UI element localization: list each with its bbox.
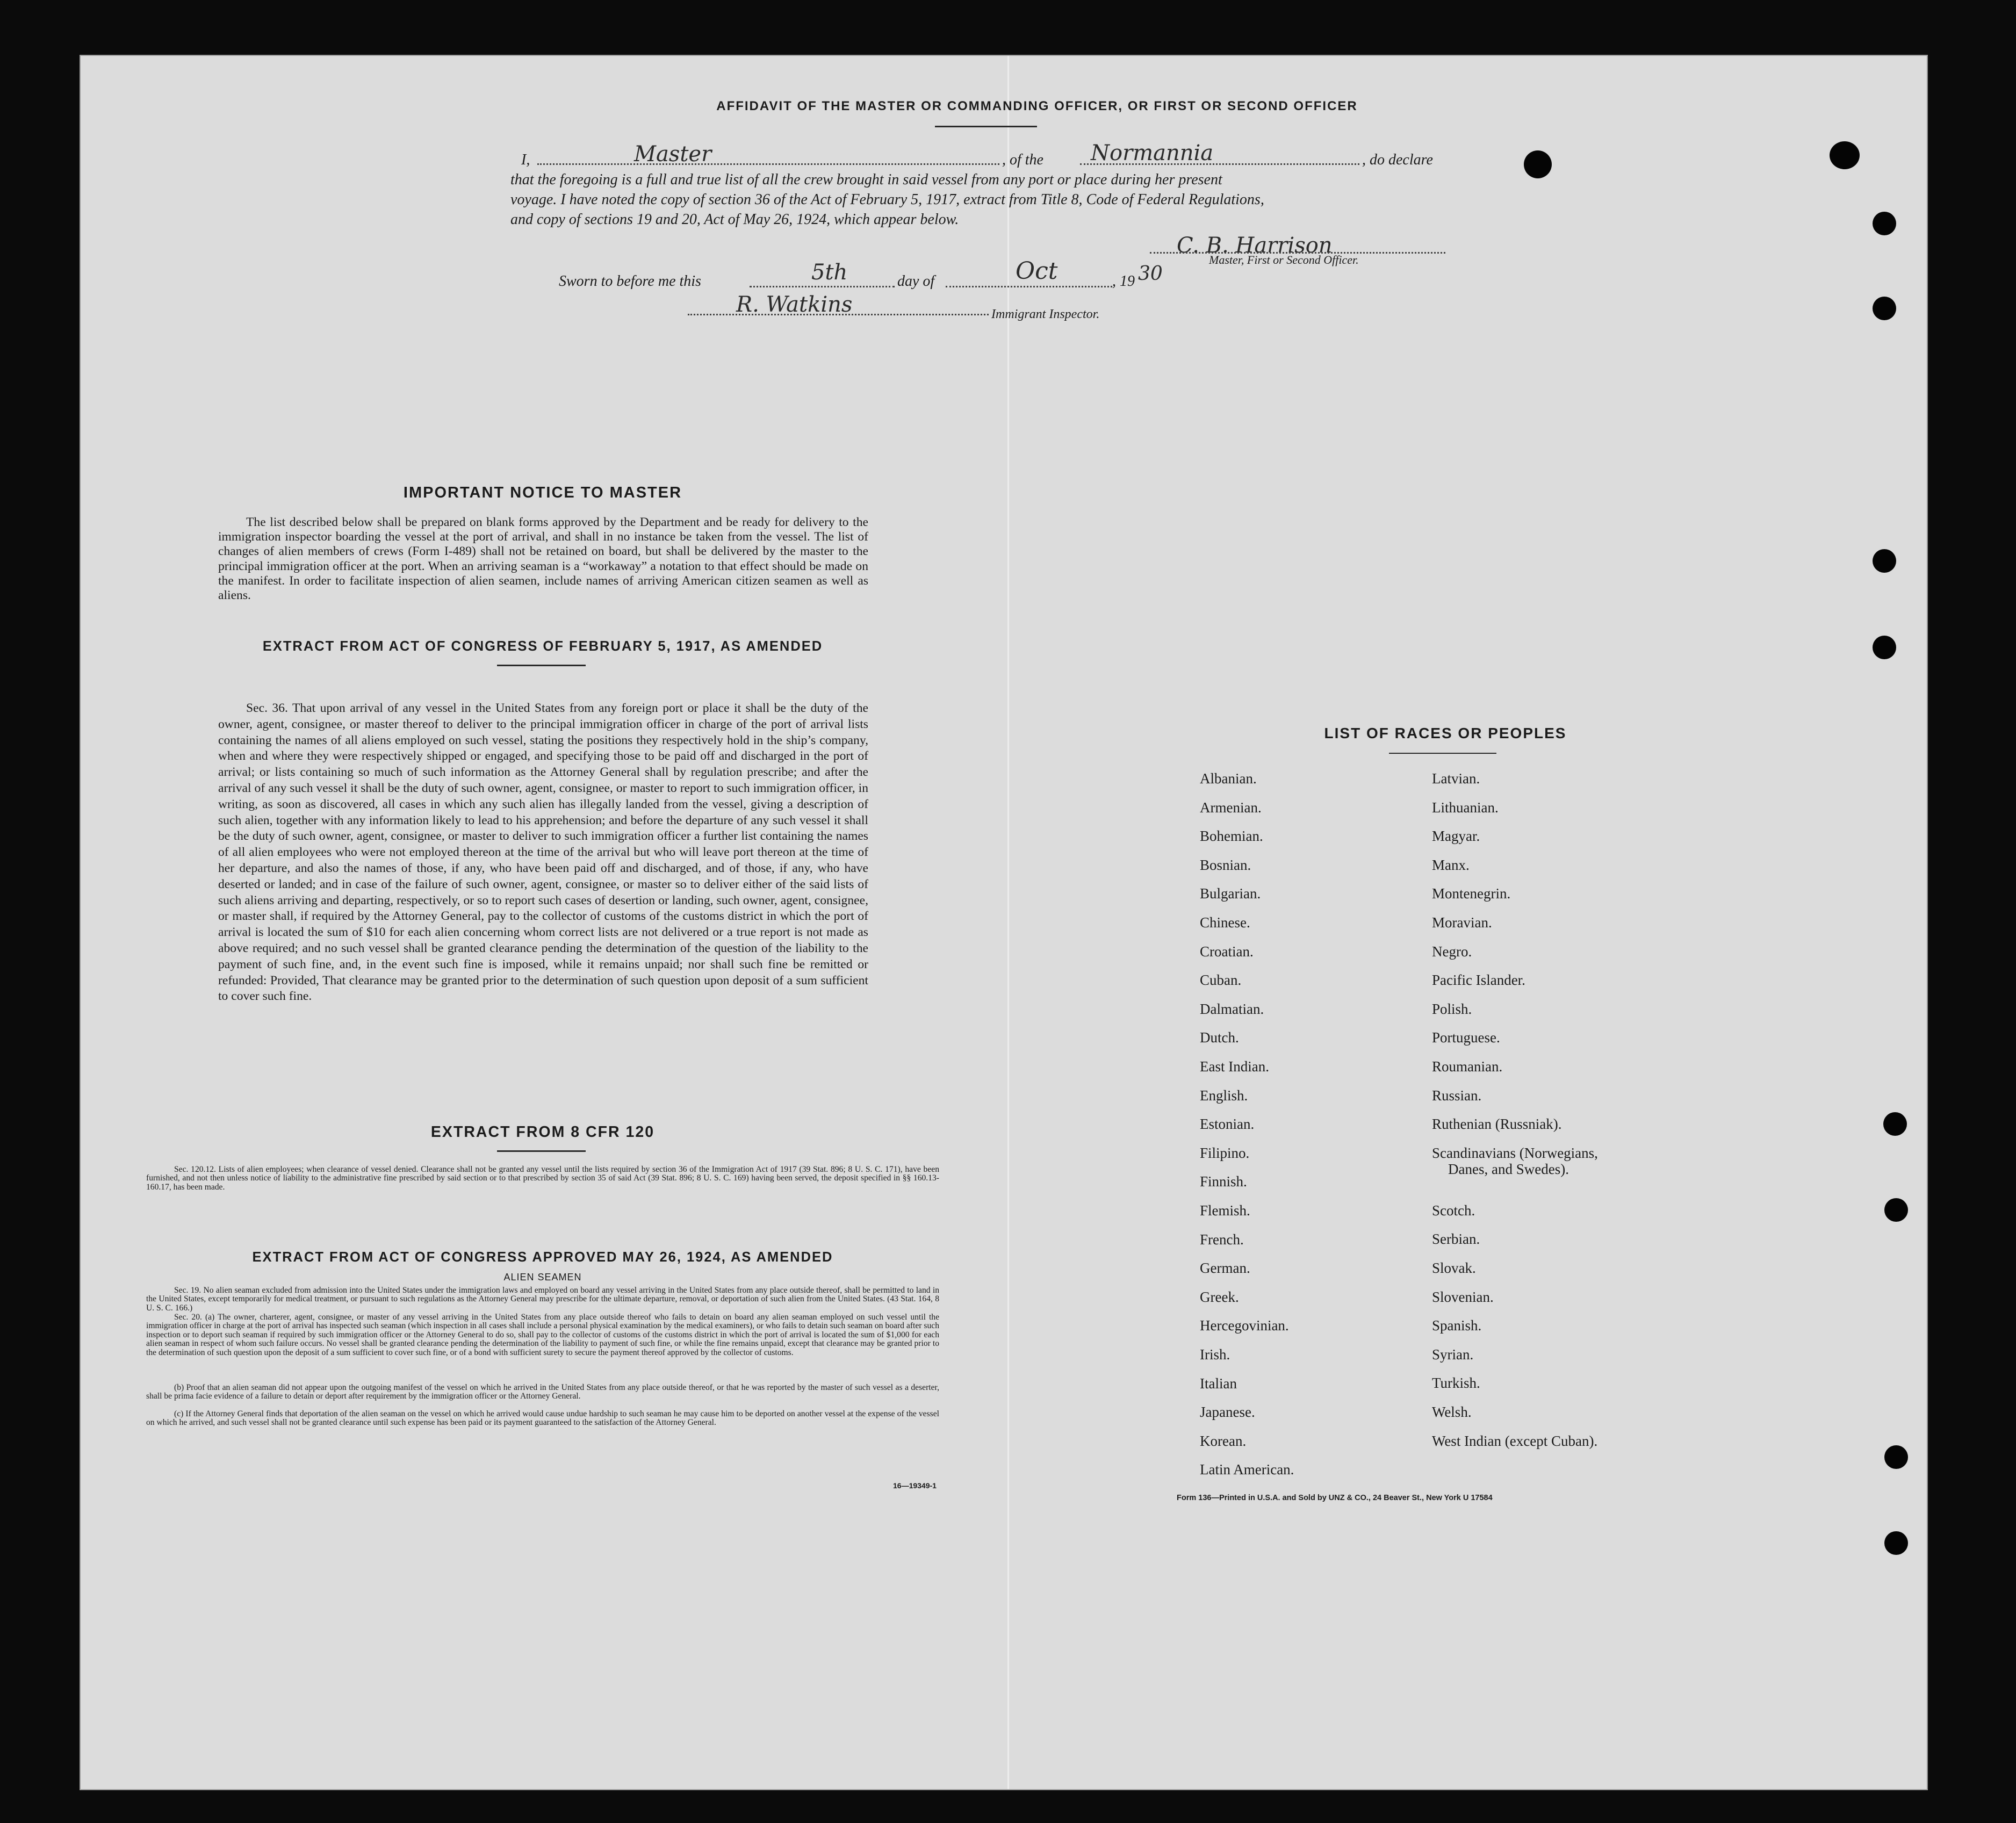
race-item: Montenegrin. [1432, 885, 1511, 902]
race-item: Albanian. [1200, 770, 1257, 787]
race-item: Irish. [1200, 1346, 1230, 1363]
race-item: East Indian. [1200, 1058, 1269, 1075]
printer-line: Form 136—Printed in U.S.A. and Sold by UNZ & CO., 24 Beaver St., New York U 17584 [1177, 1494, 1493, 1502]
year-prefix: , 19 [1112, 273, 1135, 290]
race-item: Dutch. [1200, 1029, 1239, 1046]
race-item: Roumanian. [1432, 1058, 1503, 1075]
race-item: Bohemian. [1200, 828, 1263, 845]
day-of-label: day of [897, 273, 935, 290]
extract-1924-sec20c: (c) If the Attorney General finds that deportation of the alien seaman on the vessel on which he arrived would cause undue hardship to such seaman he may cause him to be deported on another vessel at the expense of the vessel on which he arrived, and such vessel shall not be granted clearance until such expense has been paid or its payment guaranteed to the satisfaction of the Attorney General. [146, 1409, 939, 1428]
race-item: French. [1200, 1231, 1244, 1248]
notice-title: IMPORTANT NOTICE TO MASTER [403, 484, 682, 501]
race-item: Scotch. [1432, 1202, 1475, 1219]
extract-1924-sec20a: Sec. 20. (a) The owner, charterer, agent, consignee, or master of any vessel arriving in the United States from any place outside thereof who fails to detain on board any alien seaman employed on such vessel until the immigration officer in charge at the port of arrival has inspected such seaman (which inspection in all cases shall include a personal physical examination by the medical examiners), or who fails to detain such seaman on board after such inspection or to deport such seaman if required by such immigration officer or the Attorney General to do so, shall pay to the collector of customs of the customs district in which the port of arrival is located the sum of $1,000 for each alien seaman in respect of whom such failure occurs. No vessel shall be granted clearance pending the determination of the liability to payment of such fine, or while the fine remains unpaid, except that clearance may be granted prior to the determination of such question upon the deposit of a sum sufficient to cover such fine, or of a bond with sufficient surety to secure the payment thereof approved by the collector of customs. [146, 1313, 939, 1357]
race-item: Magyar. [1432, 828, 1480, 845]
day-handwriting: 5th [811, 260, 848, 285]
race-item: Flemish. [1200, 1202, 1250, 1219]
race-item: Negro. [1432, 943, 1472, 960]
vessel-name-handwriting: Normannia [1091, 141, 1214, 165]
race-item: West Indian (except Cuban). [1432, 1432, 1598, 1449]
manifest-page [80, 55, 1928, 1790]
of-the-label: , of the [1002, 152, 1043, 168]
binder-hole [1873, 297, 1896, 320]
cfr-rule [497, 1150, 586, 1152]
race-item: Serbian. [1432, 1231, 1480, 1248]
binder-hole [1873, 549, 1896, 573]
notice-body: The list described below shall be prepared on blank forms approved by the Department and be ready for delivery to the immigration inspector boarding the vessel at the port of arrival, and shall in no instance be taken from the vessel. The list of changes of alien members of crews (Form I-489) shall not be retained on board, but shall be delivered by the master to the principal immigration officer at the port. When an arriving seaman is a “workaway” a notation to that effect should be made on the manifest. In order to facilitate inspection of alien seamen, include names of arriving American citizen seamen as well as aliens. [218, 515, 868, 603]
master-signature: C. B. Harrison [1177, 233, 1333, 258]
race-item: Latin American. [1200, 1461, 1294, 1478]
race-item: Hercegovinian. [1200, 1317, 1289, 1334]
month-handwriting: Oct [1016, 257, 1058, 285]
inspector-caption: Immigrant Inspector. [991, 307, 1100, 321]
month-line [946, 286, 1112, 287]
race-item: Bulgarian. [1200, 885, 1261, 902]
race-item: Estonian. [1200, 1116, 1255, 1133]
race-item: Danes, and Swedes). [1448, 1161, 1569, 1177]
do-declare-label: , do declare [1362, 152, 1433, 168]
master-caption: Master, First or Second Officer. [1209, 253, 1359, 266]
form-number: 16—19349-1 [893, 1481, 937, 1490]
title-rule [935, 126, 1037, 127]
race-item: Armenian. [1200, 799, 1262, 816]
race-item: Moravian. [1432, 914, 1492, 931]
race-item: Finnish. [1200, 1173, 1247, 1190]
extract-1917-body: Sec. 36. That upon arrival of any vessel in the United States from any foreign port or place it shall be the duty of the owner, agent, consignee, or master thereof to deliver to the principal immigration officer in charge of the port of arrival lists containing the names of all aliens employed on such vessel, stating the positions they respectively hold in the ship’s company, when and where they were respectively shipped or engaged, and specifying those to be paid off and discharged in the port of arrival; or lists containing so much of such information as the Attorney General shall by regulation prescribe; and after the arrival of any such vessel it shall be the duty of such owner, agent, consignee, or master to report to such immigration officer, in writing, as soon as discovered, all cases in which any such alien has illegally landed from the vessel, giving a description of such alien, together with any information likely to lead to his apprehension; and before the departure of any such vessel it shall be the duty of such owner, agent, consignee, or master to deliver to such immigration officer a further list containing the names of all alien employees who were not employed thereon at the time of the arrival but who will leave port thereon at the time of her departure, and also the names of those, if any, who have been paid off and discharged, and of those, if any, who have deserted or landed; and in case of the failure of such owner, agent, consignee, or master so to deliver either of the said lists of such aliens arriving and departing, respectively, or so to report such cases of desertion or landing, such owner, agent, consignee, or master shall, if required by the Attorney General, pay to the collector of customs of the customs district in which the port of arrival is located the sum of $10 for each alien concerning whom correct lists are not delivered or a true report is not made as above required; and no such vessel shall be granted clearance pending the determination of the question of the liability to the payment of such fine, and, in the event such fine is imposed, while it remains unpaid; nor shall such fine be remitted or refunded: Provided, That clearance may be granted prior to the determination of such question upon deposit of a sum sufficient to cover such fine. [218, 701, 868, 1004]
extract-1917-title: EXTRACT FROM ACT OF CONGRESS OF FEBRUARY 5, 1917, AS AMENDED [262, 639, 823, 654]
race-item: Russian. [1432, 1087, 1482, 1104]
race-item: Scandinavians (Norwegians, [1432, 1144, 1598, 1161]
binder-hole [1524, 150, 1552, 178]
race-item: Spanish. [1432, 1317, 1482, 1334]
affidavit-line-3: voyage. I have noted the copy of section 36 of the Act of February 5, 1917, extract from Title 8, Code of Federal Regulations, [510, 191, 1264, 208]
inspector-signature: R. Watkins [736, 292, 853, 317]
race-item: Portuguese. [1432, 1029, 1500, 1046]
race-item: Greek. [1200, 1288, 1239, 1305]
race-item: Ruthenian (Russniak). [1432, 1116, 1562, 1133]
race-item: Manx. [1432, 856, 1470, 873]
races-title: LIST OF RACES OR PEOPLES [1324, 725, 1567, 741]
race-item: Croatian. [1200, 943, 1254, 960]
name-line [537, 163, 999, 165]
race-item: Bosnian. [1200, 856, 1251, 873]
extract-1917-rule [497, 665, 586, 666]
race-item: Welsh. [1432, 1404, 1472, 1420]
race-item: German. [1200, 1260, 1250, 1277]
race-item: English. [1200, 1087, 1248, 1104]
race-item: Pacific Islander. [1432, 972, 1525, 989]
master-name-handwriting: Master [634, 142, 712, 167]
race-item: Dalmatian. [1200, 1000, 1264, 1017]
year-handwriting: 30 [1138, 263, 1163, 285]
cfr-body: Sec. 120.12. Lists of alien employees; when clearance of vessel denied. Clearance shall not be granted any vessel until the lists required by section 36 of the Immigration Act of 1917 (39 Stat. 896; 8 U. S. C. 171), have been furnished, and not then unless notice of liability to the administrative fine prescribed by said section or to that prescribed by section 35 of said Act (39 Stat. 896; 8 U. S. C. 169) having been served, the deposit specified in §§ 160.13-160.17, has been made. [146, 1165, 939, 1192]
race-item: Chinese. [1200, 914, 1250, 931]
race-item: Slovenian. [1432, 1288, 1494, 1305]
affidavit-line-2: that the foregoing is a full and true list of all the crew brought in said vessel from any port or place during her present [510, 171, 1222, 188]
binder-hole [1884, 1531, 1908, 1555]
day-line [750, 286, 895, 287]
extract-1924-title: EXTRACT FROM ACT OF CONGRESS APPROVED MAY 26, 1924, AS AMENDED [252, 1250, 833, 1265]
i-label: I, [521, 152, 530, 168]
race-item: Turkish. [1432, 1375, 1480, 1392]
binder-hole [1873, 212, 1896, 235]
binder-hole [1884, 1445, 1908, 1469]
race-item: Latvian. [1432, 770, 1480, 787]
race-item: Italian [1200, 1375, 1237, 1392]
affidavit-title: AFFIDAVIT OF THE MASTER OR COMMANDING OFFICER, OR FIRST OR SECOND OFFICER [716, 99, 1358, 113]
affidavit-line-4: and copy of sections 19 and 20, Act of May 26, 1924, which appear below. [510, 211, 959, 228]
cfr-title: EXTRACT FROM 8 CFR 120 [430, 1123, 655, 1141]
race-item: Filipino. [1200, 1144, 1250, 1161]
race-item: Slovak. [1432, 1260, 1476, 1276]
inspector-line [688, 314, 989, 315]
binder-hole [1883, 1112, 1907, 1136]
race-item: Cuban. [1200, 972, 1242, 989]
binder-hole [1884, 1198, 1908, 1222]
binder-hole [1873, 636, 1896, 659]
race-item: Syrian. [1432, 1346, 1474, 1363]
race-item: Korean. [1200, 1432, 1247, 1449]
extract-1924-sec19: Sec. 19. No alien seaman excluded from admission into the United States under the immigration laws and employed on board any vessel arriving in the United States from any place outside thereof, shall be permitted to land in the United States, except temporarily for medical treatment, or pursuant to such regulations as the Attorney General may prescribe for the ultimate departure, removal, or deportation of such alien from the United States. (43 Stat. 164, 8 U. S. C. 166.) [146, 1286, 939, 1313]
race-item: Polish. [1432, 1000, 1472, 1017]
sworn-label: Sworn to before me this [559, 273, 701, 290]
races-rule [1389, 753, 1496, 754]
extract-1924-sec20b: (b) Proof that an alien seaman did not appear upon the outgoing manifest of the vessel on which he arrived in the United States from any place outside thereof, or that he was reported by the master of such vessel as a deserter, shall be prima facie evidence of a failure to detain or deport after requirement by the immigration officer or the Attorney General. [146, 1383, 939, 1401]
binder-hole [1830, 141, 1860, 169]
extract-1924-subtitle: ALIEN SEAMEN [503, 1272, 582, 1282]
race-item: Lithuanian. [1432, 799, 1499, 816]
race-item: Japanese. [1200, 1404, 1255, 1421]
